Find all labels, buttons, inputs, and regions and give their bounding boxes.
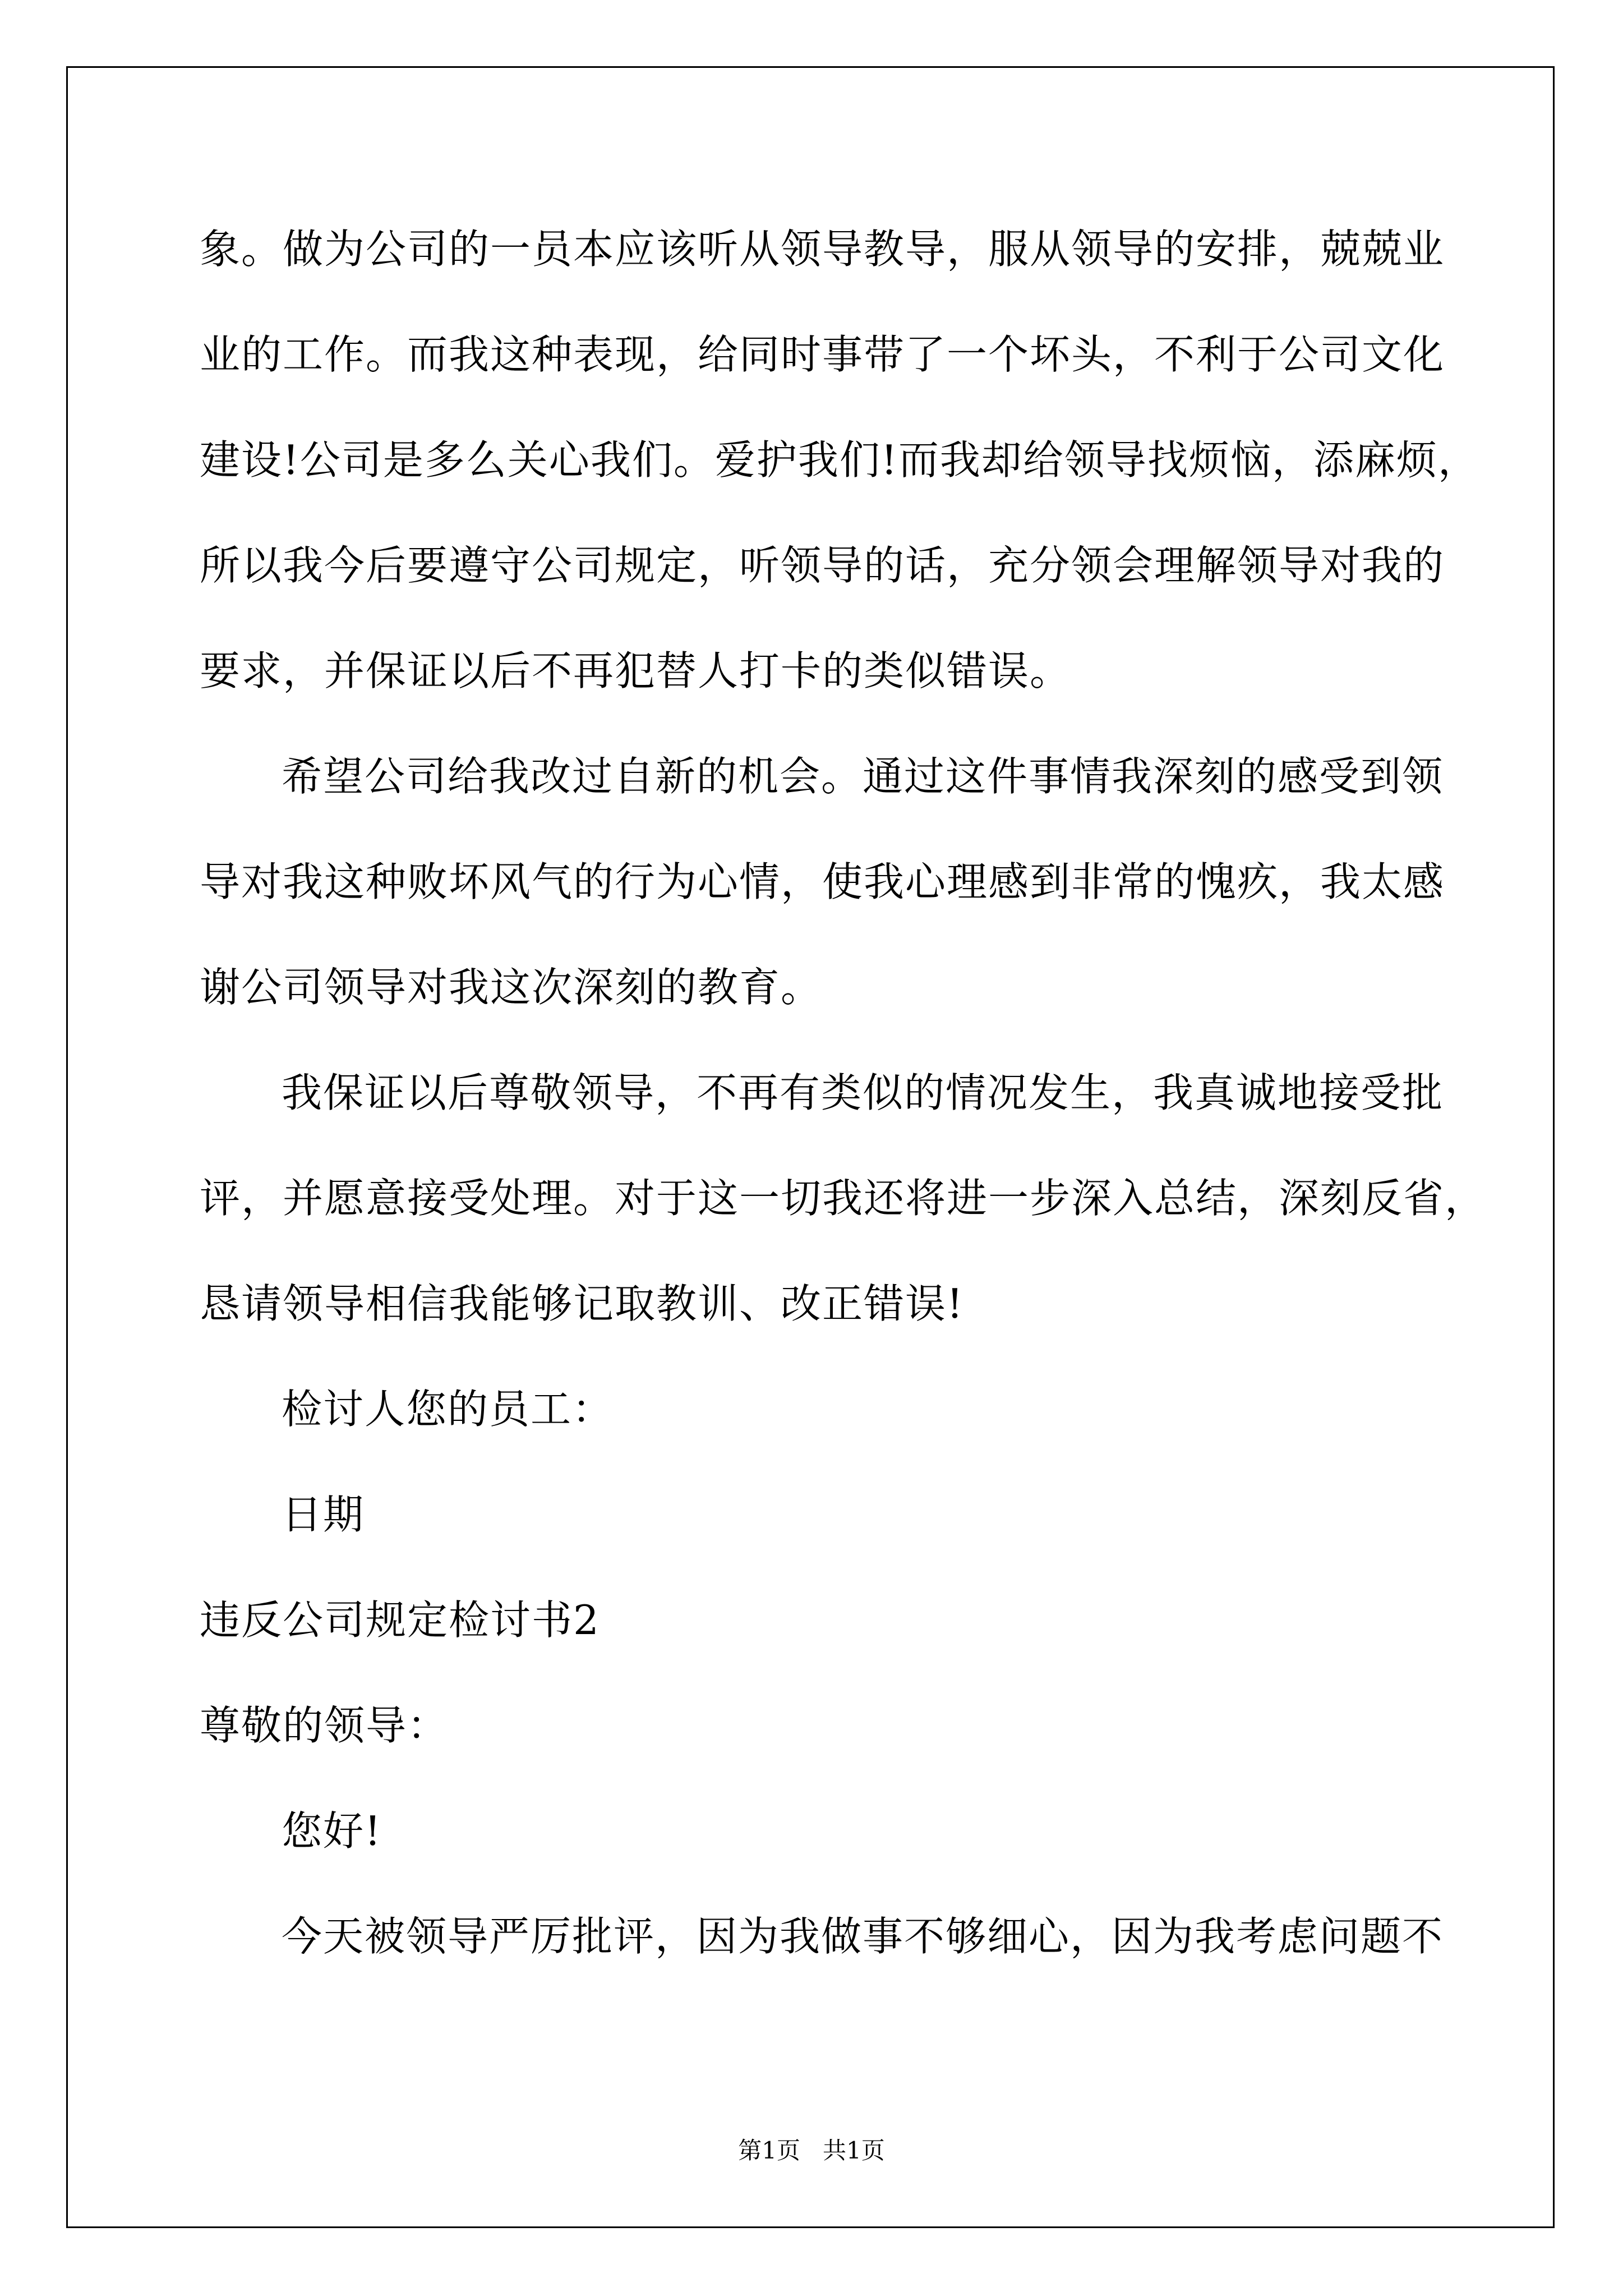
paragraph-2-line-1: 希望公司给我改过自新的机会。通过这件事情我深刻的感受到领 <box>282 753 1444 800</box>
paragraph-3-line-1: 我保证以后尊敬领导，不再有类似的情况发生，我真诚地接受批 <box>282 1069 1444 1116</box>
salutation: 尊敬的领导： <box>200 1702 449 1749</box>
greeting: 您好! <box>282 1807 382 1855</box>
paragraph-1-line-1: 象。做为公司的一员本应该听从领导教导，服从领导的安排，兢兢业 <box>200 226 1445 273</box>
signature: 检讨人您的员工： <box>282 1386 614 1433</box>
paragraph-1-line-4: 所以我今后要遵守公司规定，听领导的话，充分领会理解领导对我的 <box>200 542 1445 589</box>
paragraph-2-line-3: 谢公司领导对我这次深刻的教育。 <box>200 964 823 1011</box>
date-label: 日期 <box>282 1491 365 1538</box>
paragraph-4-line-1: 今天被领导严厉批评，因为我做事不够细心，因为我考虑问题不 <box>282 1913 1444 1960</box>
section-title: 违反公司规定检讨书2 <box>200 1596 600 1644</box>
page-footer: 第1页 共1页 <box>738 2137 885 2164</box>
paragraph-1-line-2: 业的工作。而我这种表现，给同时事带了一个坏头，不利于公司文化 <box>200 331 1445 378</box>
page-border <box>66 66 1555 2228</box>
paragraph-2-line-2: 导对我这种败坏风气的行为心情，使我心理感到非常的愧疚，我太感 <box>200 858 1445 905</box>
paragraph-1-line-5: 要求，并保证以后不再犯替人打卡的类似错误。 <box>200 647 1072 694</box>
paragraph-1-line-3: 建设!公司是多么关心我们。爱护我们!而我却给领导找烦恼，添麻烦， <box>200 436 1479 484</box>
paragraph-3-line-2: 评，并愿意接受处理。对于这一切我还将进一步深入总结，深刻反省， <box>200 1175 1487 1222</box>
paragraph-3-line-3: 恳请领导相信我能够记取教训、改正错误! <box>200 1280 964 1327</box>
